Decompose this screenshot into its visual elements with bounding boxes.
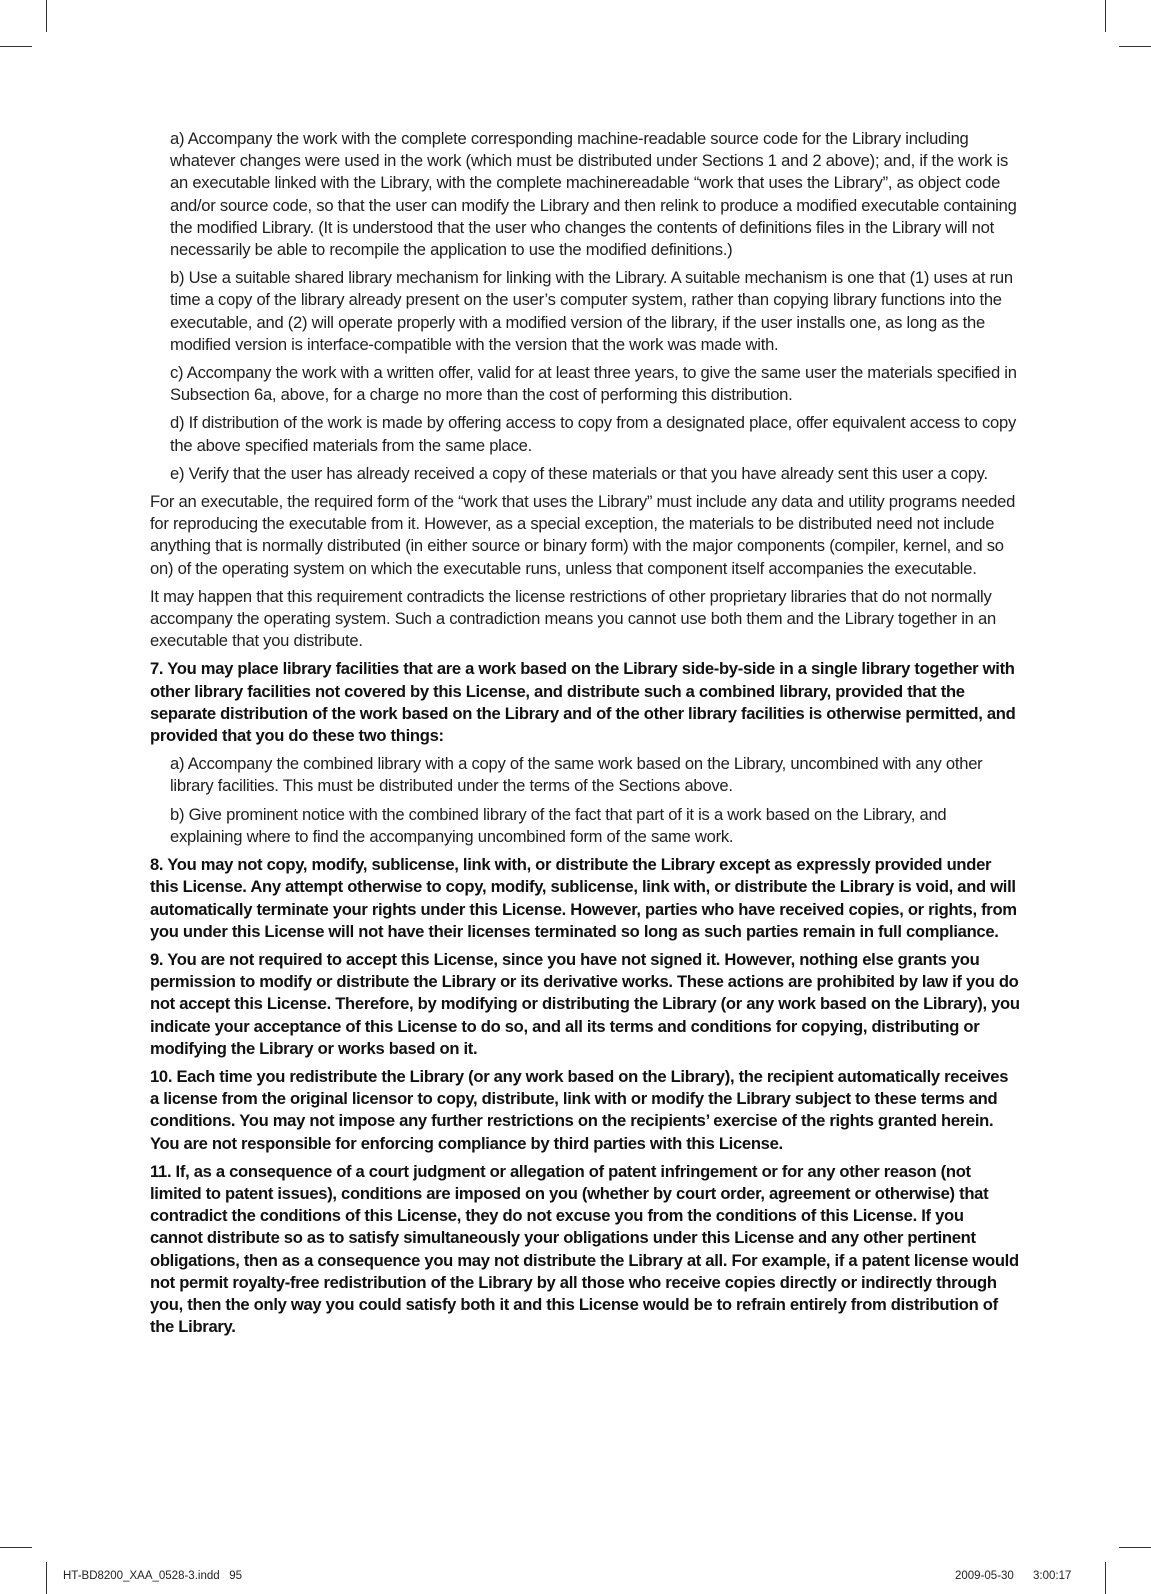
footer-file-name: HT-BD8200_XAA_0528-3.indd 95 [63, 1570, 243, 1582]
paragraph-6a: a) Accompany the work with the complete corresponding machine-readable source code for the Library including whatever changes were used in the work (which must be distributed under Sections 1 and 2 above); and, if the work is an executable linked with the Library, with the complete machinereadable “work that uses the Library”, as object code and/or source code, so that the user can modify the Library and then relink to produce a modified executable containing the modified Library. (It is understood that the user who changes the contents of definitions files in the Library will not necessarily be able to recompile the application to use the modified definitions.) [170, 129, 1017, 260]
section-11: 11. If, as a consequence of a court judgment or allegation of patent infringement or for any other reason (not limited to patent issues), conditions are imposed on you (whether by court order, agreement or otherwise) that contradict the conditions of this License, they do not excuse you from the conditions of this License. If you cannot distribute so as to satisfy simultaneously your obligations under this License and any other pertinent obligations, then as a consequence you may not distribute the Library at all. For example, if a patent license would not permit royalty-free redistribution of the Library by all those who receive copies directly or indirectly through you, then the only way you could satisfy both it and this License would be to refrain entirely from distribution of the Library. [150, 1161, 1019, 1337]
paragraph-executable-form: For an executable, the required form of the “work that uses the Library” must include any data and utility programs needed for reproducing the executable from it. However, as a special exception, the materials to be distributed need not include anything that is normally distributed (in either source or binary form) with the major components (compiler, kernel, and so on) of the operating system on which the executable runs, unless that component itself accompanies the executable. [150, 492, 1016, 578]
crop-mark-top-right [1105, 0, 1106, 32]
section-9: 9. You are not required to accept this License, since you have not signed it. However, nothing else grants you permission to modify or distribute the Library or its derivative works. These actions are prohibited by law if you do not accept this License. Therefore, by modifying or distributing the Library (or any work based on the Library), you indicate your acceptance of this License to do so, and all its terms and conditions for copying, distributing or modifying the Library or works based on it. [150, 949, 1020, 1058]
footer-time: 3:00:17 [1033, 1570, 1072, 1582]
section-7: 7. You may place library facilities that are a work based on the Library side-by-side in a single library together with other library facilities not covered by this License, and distribute such a combined library, provided that the separate distribution of the work based on the Library and of the other library facilities is otherwise permitted, and provided that you do these two things: [150, 659, 1016, 746]
paragraph-6d: d) If distribution of the work is made by offering access to copy from a designated place, offer equivalent access to copy the above specified materials from the same place. [170, 413, 1017, 455]
crop-mark-bottom-right [1119, 1547, 1151, 1548]
license-text-body [150, 128, 1020, 1344]
paragraph-6e: e) Verify that the user has already received a copy of these materials or that you have already sent this user a copy. [170, 463, 988, 483]
paragraph-contradiction: It may happen that this requirement contradicts the license restrictions of other proprietary libraries that do not normally accompany the operating system. Such a contradiction means you cannot use both them and the Library together in an executable that you distribute. [150, 586, 996, 651]
paragraph-7a: a) Accompany the combined library with a copy of the same work based on the Library, uncombined with any other library facilities. This must be distributed under the terms of the Sections above. [170, 754, 983, 796]
section-10: 10. Each time you redistribute the Library (or any work based on the Library), the recipient automatically receives a license from the original licensor to copy, distribute, link with or modify the Library subject to these terms and conditions. You may not impose any further restrictions on the recipients’ exercise of the rights granted herein. You are not responsible for enforcing compliance by third parties with this License. [150, 1066, 1009, 1153]
paragraph-6b: b) Use a suitable shared library mechanism for linking with the Library. A suitable mechanism is one that (1) uses at run time a copy of the library already present on the user’s computer system, rather than copying library functions into the executable, and (2) will operate properly with a modified version of the library, if the user installs one, as long as the modified version is interface-compatible with the version that the work was made with. [170, 268, 1013, 354]
crop-mark-top-right [1119, 46, 1151, 47]
paragraph-6c: c) Accompany the work with a written offer, valid for at least three years, to give the same user the materials specified in Subsection 6a, above, for a charge no more than the cost of performing this distribution. [170, 363, 1017, 405]
crop-mark-top-left [46, 0, 47, 32]
crop-mark-bottom-left [0, 1547, 32, 1548]
section-8: 8. You may not copy, modify, sublicense, link with, or distribute the Library except as expressly provided under this License. Any attempt otherwise to copy, modify, sublicense, link with, or distribute the Library is void, and will automatically terminate your rights under this License. However, parties who have received copies, or rights, from you under this License will not have their licenses terminated so long as such parties remain in full compliance. [150, 855, 1017, 941]
crop-mark-top-left [0, 46, 32, 47]
crop-mark-bottom-left [46, 1562, 47, 1594]
crop-mark-bottom-right [1105, 1562, 1106, 1594]
footer-date: 2009-05-30 [955, 1570, 1014, 1582]
paragraph-7b: b) Give prominent notice with the combined library of the fact that part of it is a work based on the Library, and explaining where to find the accompanying uncombined form of the same work. [170, 804, 947, 846]
